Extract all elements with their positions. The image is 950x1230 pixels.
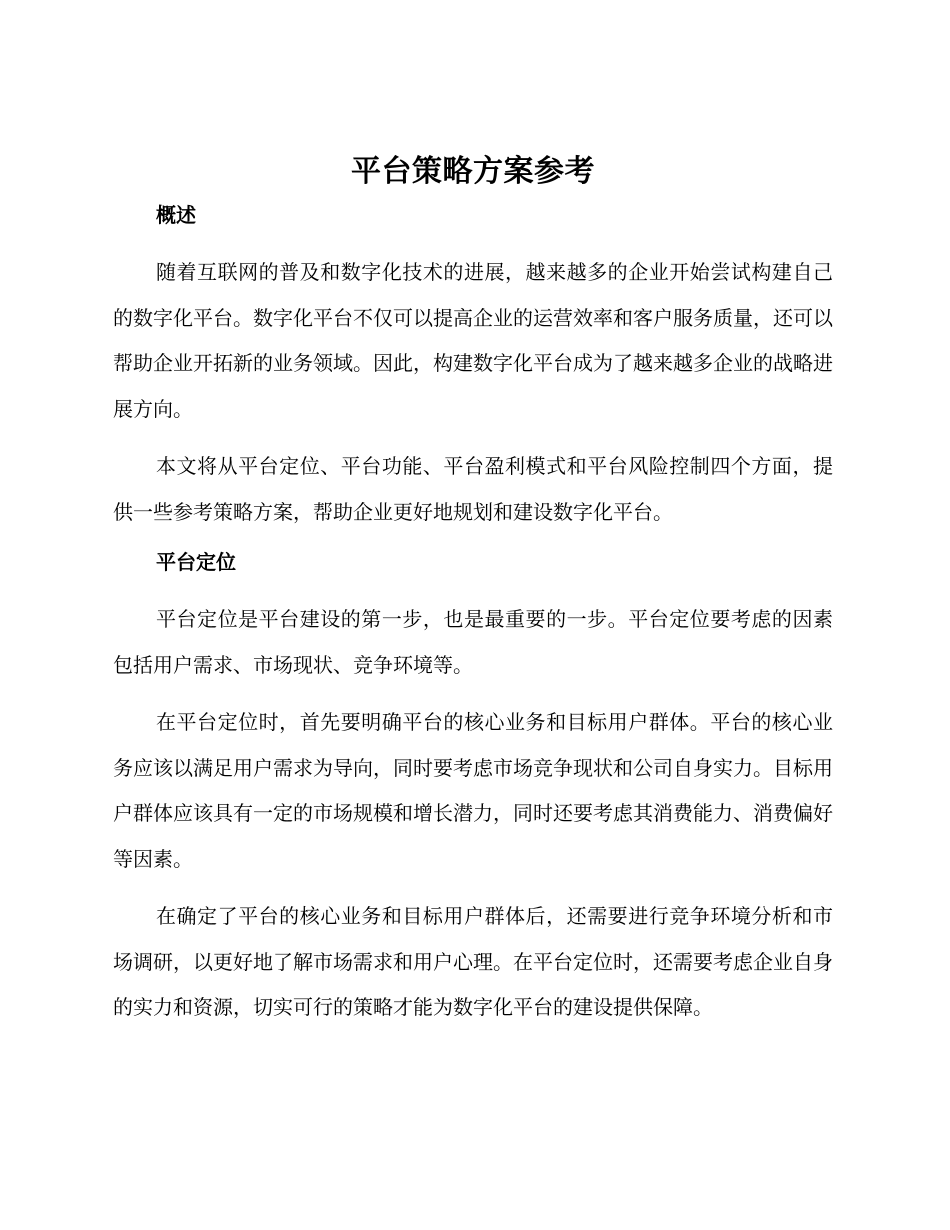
paragraph: 本文将从平台定位、平台功能、平台盈利模式和平台风险控制四个方面，提供一些参考策略方案，帮助企业更好地规划和建设数字化平台。 — [113, 454, 833, 524]
section-heading: 概述 — [156, 203, 196, 227]
section-heading: 平台定位 — [156, 550, 236, 574]
paragraph: 平台定位是平台建设的第一步，也是最重要的一步。平台定位要考虑的因素包括用户需求、市场现状、竞争环境等。 — [113, 607, 833, 677]
section-platform-positioning — [113, 547, 833, 1031]
section-overview — [113, 200, 833, 535]
document-body — [113, 150, 833, 1031]
paragraph: 在平台定位时，首先要明确平台的核心业务和目标用户群体。平台的核心业务应该以满足用户需求为导向，同时要考虑市场竞争现状和公司自身实力。目标用户群体应该具有一定的市场规模和增长潜力，同时还要考虑其消费能力、消费偏好等因素。 — [113, 710, 833, 871]
paragraph: 随着互联网的普及和数字化技术的进展，越来越多的企业开始尝试构建自己的数字化平台。数字化平台不仅可以提高企业的运营效率和客户服务质量，还可以帮助企业开拓新的业务领域。因此，构建数字化平台成为了越来越多企业的战略进展方向。 — [113, 260, 833, 421]
paragraph: 在确定了平台的核心业务和目标用户群体后，还需要进行竞争环境分析和市场调研，以更好地了解市场需求和用户心理。在平台定位时，还需要考虑企业自身的实力和资源，切实可行的策略才能为数字化平台的建设提供保障。 — [113, 904, 833, 1019]
document-title: 平台策略方案参考 — [351, 154, 595, 189]
